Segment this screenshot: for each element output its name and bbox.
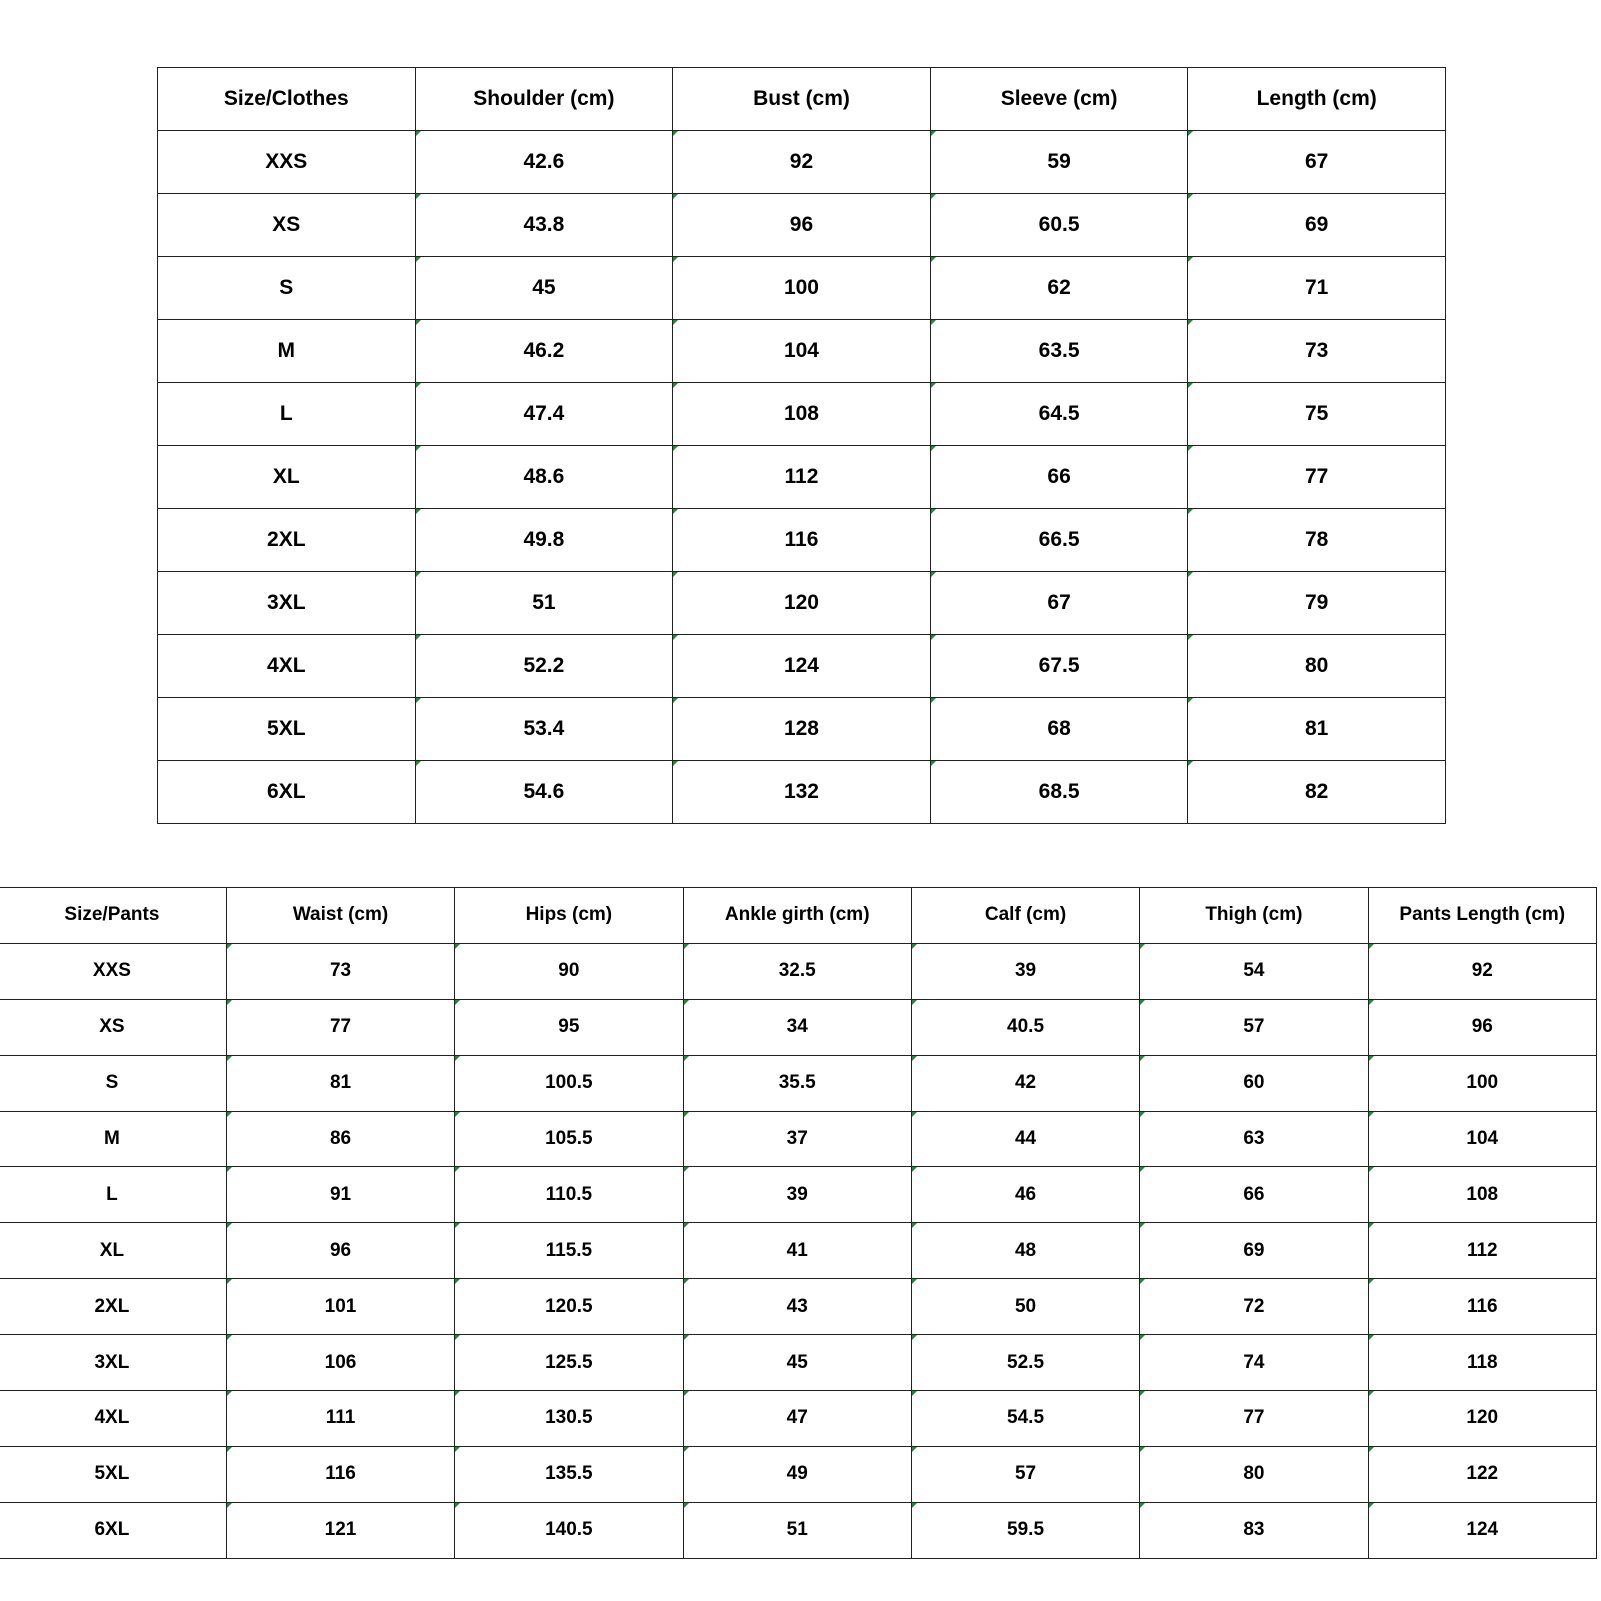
clothes-table-row (158, 572, 1446, 635)
clothes-value-cell: 73 (1188, 320, 1446, 383)
clothes-value-cell: 52.2 (415, 635, 673, 698)
clothes-value-cell: 120 (673, 572, 931, 635)
pants-value-cell: 112 (1368, 1223, 1596, 1279)
clothes-value-cell: 68.5 (930, 761, 1188, 824)
pants-table-row (0, 1446, 1597, 1502)
pants-value-cell: 73 (226, 943, 454, 999)
pants-value-cell: 54.5 (911, 1391, 1139, 1447)
pants-value-cell: 54 (1140, 943, 1368, 999)
pants-value-cell: 45 (683, 1335, 911, 1391)
pants-value-cell: 81 (226, 1055, 454, 1111)
pants-size-cell: S (0, 1055, 226, 1111)
pants-size-cell: M (0, 1111, 226, 1167)
pants-table-row (0, 943, 1597, 999)
clothes-value-cell: 108 (673, 383, 931, 446)
clothes-value-cell: 46.2 (415, 320, 673, 383)
clothes-value-cell: 45 (415, 257, 673, 320)
clothes-size-cell: XXS (158, 131, 416, 194)
pants-value-cell: 43 (683, 1279, 911, 1335)
pants-value-cell: 83 (1140, 1502, 1368, 1558)
pants-value-cell: 77 (226, 999, 454, 1055)
pants-value-cell: 116 (1368, 1279, 1596, 1335)
pants-value-cell: 32.5 (683, 943, 911, 999)
clothes-value-cell: 104 (673, 320, 931, 383)
clothes-table-row (158, 194, 1446, 257)
pants-value-cell: 74 (1140, 1335, 1368, 1391)
pants-table-row (0, 1223, 1597, 1279)
pants-size-cell: XXS (0, 943, 226, 999)
pants-value-cell: 130.5 (455, 1391, 683, 1447)
clothes-value-cell: 69 (1188, 194, 1446, 257)
clothes-size-cell: L (158, 383, 416, 446)
pants-value-cell: 125.5 (455, 1335, 683, 1391)
clothes-size-cell: S (158, 257, 416, 320)
pants-table-row (0, 1391, 1597, 1447)
pants-value-cell: 57 (911, 1446, 1139, 1502)
pants-value-cell: 90 (455, 943, 683, 999)
pants-value-cell: 47 (683, 1391, 911, 1447)
clothes-value-cell: 116 (673, 509, 931, 572)
pants-value-cell: 121 (226, 1502, 454, 1558)
pants-value-cell: 35.5 (683, 1055, 911, 1111)
clothes-value-cell: 100 (673, 257, 931, 320)
pants-size-table (0, 887, 1597, 1559)
pants-table-row (0, 1167, 1597, 1223)
clothes-value-cell: 128 (673, 698, 931, 761)
pants-header-row (0, 888, 1597, 944)
pants-header-cell: Size/Pants (0, 888, 226, 944)
clothes-table-row (158, 383, 1446, 446)
pants-value-cell: 108 (1368, 1167, 1596, 1223)
clothes-value-cell: 66 (930, 446, 1188, 509)
pants-size-cell: 5XL (0, 1446, 226, 1502)
pants-value-cell: 66 (1140, 1167, 1368, 1223)
pants-value-cell: 39 (683, 1167, 911, 1223)
clothes-value-cell: 112 (673, 446, 931, 509)
clothes-table-row (158, 131, 1446, 194)
pants-size-cell: XS (0, 999, 226, 1055)
pants-value-cell: 86 (226, 1111, 454, 1167)
pants-header-cell: Waist (cm) (226, 888, 454, 944)
clothes-size-cell: 4XL (158, 635, 416, 698)
pants-value-cell: 120.5 (455, 1279, 683, 1335)
pants-value-cell: 34 (683, 999, 911, 1055)
pants-value-cell: 92 (1368, 943, 1596, 999)
pants-table-row (0, 1502, 1597, 1558)
pants-table-row (0, 999, 1597, 1055)
pants-value-cell: 95 (455, 999, 683, 1055)
clothes-size-table (157, 67, 1446, 824)
pants-value-cell: 80 (1140, 1446, 1368, 1502)
clothes-value-cell: 63.5 (930, 320, 1188, 383)
clothes-table-row (158, 635, 1446, 698)
clothes-value-cell: 79 (1188, 572, 1446, 635)
clothes-size-cell: 6XL (158, 761, 416, 824)
pants-value-cell: 48 (911, 1223, 1139, 1279)
clothes-header-cell: Bust (cm) (673, 68, 931, 131)
clothes-value-cell: 75 (1188, 383, 1446, 446)
pants-value-cell: 116 (226, 1446, 454, 1502)
clothes-header-row (158, 68, 1446, 131)
clothes-size-cell: XS (158, 194, 416, 257)
pants-value-cell: 115.5 (455, 1223, 683, 1279)
clothes-value-cell: 54.6 (415, 761, 673, 824)
pants-value-cell: 111 (226, 1391, 454, 1447)
pants-value-cell: 50 (911, 1279, 1139, 1335)
pants-value-cell: 63 (1140, 1111, 1368, 1167)
pants-value-cell: 51 (683, 1502, 911, 1558)
pants-value-cell: 37 (683, 1111, 911, 1167)
clothes-value-cell: 67 (930, 572, 1188, 635)
pants-value-cell: 120 (1368, 1391, 1596, 1447)
pants-value-cell: 100.5 (455, 1055, 683, 1111)
clothes-table-row (158, 698, 1446, 761)
pants-value-cell: 44 (911, 1111, 1139, 1167)
pants-value-cell: 124 (1368, 1502, 1596, 1558)
pants-value-cell: 46 (911, 1167, 1139, 1223)
pants-header-cell: Pants Length (cm) (1368, 888, 1596, 944)
pants-value-cell: 110.5 (455, 1167, 683, 1223)
clothes-header-cell: Sleeve (cm) (930, 68, 1188, 131)
clothes-value-cell: 92 (673, 131, 931, 194)
pants-size-cell: 2XL (0, 1279, 226, 1335)
clothes-value-cell: 49.8 (415, 509, 673, 572)
clothes-value-cell: 42.6 (415, 131, 673, 194)
clothes-size-cell: 3XL (158, 572, 416, 635)
pants-value-cell: 39 (911, 943, 1139, 999)
clothes-value-cell: 78 (1188, 509, 1446, 572)
clothes-value-cell: 51 (415, 572, 673, 635)
pants-value-cell: 57 (1140, 999, 1368, 1055)
clothes-value-cell: 124 (673, 635, 931, 698)
clothes-value-cell: 67 (1188, 131, 1446, 194)
clothes-value-cell: 96 (673, 194, 931, 257)
clothes-value-cell: 71 (1188, 257, 1446, 320)
clothes-size-cell: 2XL (158, 509, 416, 572)
clothes-value-cell: 59 (930, 131, 1188, 194)
pants-table-row (0, 1335, 1597, 1391)
pants-size-cell: 4XL (0, 1391, 226, 1447)
pants-value-cell: 105.5 (455, 1111, 683, 1167)
clothes-table-row (158, 320, 1446, 383)
pants-value-cell: 59.5 (911, 1502, 1139, 1558)
pants-value-cell: 52.5 (911, 1335, 1139, 1391)
pants-header-cell: Thigh (cm) (1140, 888, 1368, 944)
clothes-table-row (158, 761, 1446, 824)
pants-value-cell: 49 (683, 1446, 911, 1502)
clothes-value-cell: 60.5 (930, 194, 1188, 257)
clothes-size-cell: M (158, 320, 416, 383)
clothes-value-cell: 47.4 (415, 383, 673, 446)
clothes-size-cell: XL (158, 446, 416, 509)
pants-size-cell: XL (0, 1223, 226, 1279)
clothes-table-row (158, 446, 1446, 509)
pants-value-cell: 91 (226, 1167, 454, 1223)
pants-value-cell: 140.5 (455, 1502, 683, 1558)
clothes-value-cell: 43.8 (415, 194, 673, 257)
pants-value-cell: 42 (911, 1055, 1139, 1111)
pants-value-cell: 77 (1140, 1391, 1368, 1447)
pants-table-row (0, 1055, 1597, 1111)
clothes-value-cell: 68 (930, 698, 1188, 761)
pants-header-cell: Ankle girth (cm) (683, 888, 911, 944)
pants-header-cell: Hips (cm) (455, 888, 683, 944)
pants-size-cell: 6XL (0, 1502, 226, 1558)
clothes-value-cell: 53.4 (415, 698, 673, 761)
pants-value-cell: 106 (226, 1335, 454, 1391)
pants-value-cell: 122 (1368, 1446, 1596, 1502)
clothes-value-cell: 48.6 (415, 446, 673, 509)
clothes-header-cell: Shoulder (cm) (415, 68, 673, 131)
clothes-value-cell: 66.5 (930, 509, 1188, 572)
pants-size-cell: 3XL (0, 1335, 226, 1391)
clothes-value-cell: 64.5 (930, 383, 1188, 446)
pants-table-row (0, 1279, 1597, 1335)
pants-value-cell: 135.5 (455, 1446, 683, 1502)
clothes-value-cell: 67.5 (930, 635, 1188, 698)
pants-value-cell: 104 (1368, 1111, 1596, 1167)
clothes-value-cell: 81 (1188, 698, 1446, 761)
clothes-value-cell: 77 (1188, 446, 1446, 509)
clothes-value-cell: 80 (1188, 635, 1446, 698)
pants-header-cell: Calf (cm) (911, 888, 1139, 944)
clothes-header-cell: Size/Clothes (158, 68, 416, 131)
pants-value-cell: 41 (683, 1223, 911, 1279)
clothes-value-cell: 132 (673, 761, 931, 824)
pants-value-cell: 96 (226, 1223, 454, 1279)
clothes-header-cell: Length (cm) (1188, 68, 1446, 131)
clothes-size-cell: 5XL (158, 698, 416, 761)
pants-value-cell: 101 (226, 1279, 454, 1335)
clothes-value-cell: 82 (1188, 761, 1446, 824)
clothes-value-cell: 62 (930, 257, 1188, 320)
pants-value-cell: 118 (1368, 1335, 1596, 1391)
pants-value-cell: 100 (1368, 1055, 1596, 1111)
clothes-table-row (158, 509, 1446, 572)
pants-value-cell: 96 (1368, 999, 1596, 1055)
clothes-table-row (158, 257, 1446, 320)
pants-value-cell: 69 (1140, 1223, 1368, 1279)
pants-size-cell: L (0, 1167, 226, 1223)
pants-value-cell: 72 (1140, 1279, 1368, 1335)
pants-value-cell: 60 (1140, 1055, 1368, 1111)
pants-table-row (0, 1111, 1597, 1167)
pants-value-cell: 40.5 (911, 999, 1139, 1055)
